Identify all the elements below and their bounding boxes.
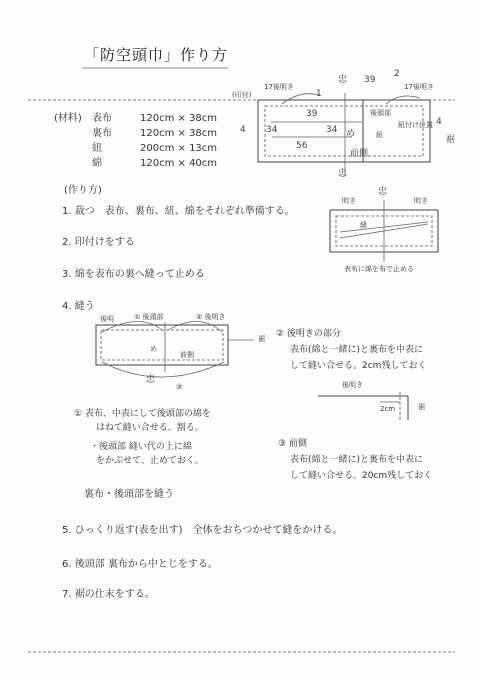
step-5: 5. ひっくり返す(表を出す) 全体をおちつかせて縫をかける。 xyxy=(62,525,343,536)
fig4-arc-3 xyxy=(102,362,224,377)
note2-diagram-label: 後明き xyxy=(342,381,363,389)
step-6: 6. 後頭部 裏布から中とじをする。 xyxy=(62,559,218,570)
step-3: 3. 綿を表布の裏へ縫って止める xyxy=(62,269,205,280)
fig4-inner xyxy=(101,330,223,360)
material-name: 紐 xyxy=(92,143,102,154)
pattern-seam xyxy=(265,106,423,156)
material-size: 120cm × 38cm xyxy=(140,128,218,139)
note1-line: ・後頭部 縫い代の上に綿 xyxy=(90,442,192,452)
num-2: 2 xyxy=(394,69,400,79)
fig3-side-left: 明き xyxy=(342,197,356,205)
num-4-right: 4 xyxy=(436,117,442,127)
fig4-arc-1 xyxy=(102,321,162,332)
fig4-circle2: ② 後明き xyxy=(196,313,226,321)
note2-line: ② 後明きの部分 xyxy=(276,329,341,339)
fig3-mid: 縫 xyxy=(360,221,367,229)
num-34-a: 34 xyxy=(266,125,278,135)
note1-sub: 裏布・後頭部を縫う xyxy=(84,489,174,500)
num-56: 56 xyxy=(296,141,308,151)
fig4-label-back: 後明 xyxy=(100,315,114,323)
num-1: 1 xyxy=(316,89,322,99)
step-7: 7. 裾の仕末をする。 xyxy=(62,589,155,600)
mark-a: 忠 xyxy=(338,75,348,85)
himo-label: 紐 xyxy=(376,131,383,139)
pattern-shirushi-label: (印付) xyxy=(232,91,252,99)
note2-diagram-hem: 裾 xyxy=(418,403,425,411)
himo-position-label: 紐付け位置 xyxy=(398,121,433,129)
mark-b: 忠 xyxy=(338,169,348,179)
step-1: 1. 裁つ 表布、裏布、紐、綿をそれぞれ準備する。 xyxy=(62,206,295,217)
note3-line: ③ 前側 xyxy=(278,439,307,449)
num-34-b: 34 xyxy=(326,125,338,135)
back-opening-right: 17後明き xyxy=(404,83,434,91)
fig4-front: 前側 xyxy=(180,351,194,359)
fig4-arc-2 xyxy=(168,321,222,332)
note2-line: 表布(綿と一緒に)と裏布を中表に xyxy=(290,345,424,355)
fig3-top-mark: 忠 xyxy=(378,187,388,197)
material-name: 綿 xyxy=(92,158,102,169)
material-size: 120cm × 38cm xyxy=(140,113,218,124)
note1-line: ① 表布、中表にして後頭部の綿を xyxy=(74,409,211,419)
note2-diagram-dim: 2cm xyxy=(380,405,396,413)
page-title: 「防空頭巾」作り方 xyxy=(84,46,229,64)
material-name: 表布 xyxy=(92,113,112,124)
fig4-hem: 裾 xyxy=(258,335,265,343)
note3-line: して縫い合せる。20cm残しておく xyxy=(290,471,433,481)
fig4-bottom-mark: 忠 xyxy=(146,375,156,385)
num-39-top: 39 xyxy=(364,75,376,85)
back-opening-left: 17後明き xyxy=(264,83,294,91)
back-head-label: 後頭部 xyxy=(370,109,391,117)
material-size: 200cm × 13cm xyxy=(140,143,218,154)
fig4-circle1: ① 後頭部 xyxy=(134,313,164,321)
materials-label: (材料) xyxy=(54,113,82,124)
step-2: 2. 印付けをする xyxy=(62,237,135,248)
pattern-outline xyxy=(258,100,430,162)
material-name: 裏布 xyxy=(92,128,112,139)
steps-label: (作り方) xyxy=(64,185,102,196)
fig4-circle3: ③ xyxy=(176,383,183,391)
hem-label: 裾 xyxy=(446,135,456,145)
fig4-outline xyxy=(96,325,228,365)
note2-line: して縫い合せる。2cm残しておく xyxy=(290,361,427,371)
num-4-left: 4 xyxy=(240,125,246,135)
note3-line: 表布(綿と一緒に)と裏布を中表に xyxy=(290,455,424,465)
curve-1 xyxy=(282,94,320,104)
num-39-mid: 39 xyxy=(306,109,318,119)
note1-line: はねて縫い合せる。割る。 xyxy=(96,423,204,433)
note1-line: をかぶせて、止めておく。 xyxy=(96,456,204,466)
step-4: 4. 縫う xyxy=(62,301,95,312)
mark-center: め xyxy=(346,129,356,139)
front-label: 前側 xyxy=(350,149,369,159)
fig4-center: め xyxy=(150,345,157,353)
fig3-side-right: 明き xyxy=(414,197,428,205)
material-size: 120cm × 40cm xyxy=(140,158,218,169)
fig3-caption: 表布に綿を布で止める xyxy=(344,265,414,273)
